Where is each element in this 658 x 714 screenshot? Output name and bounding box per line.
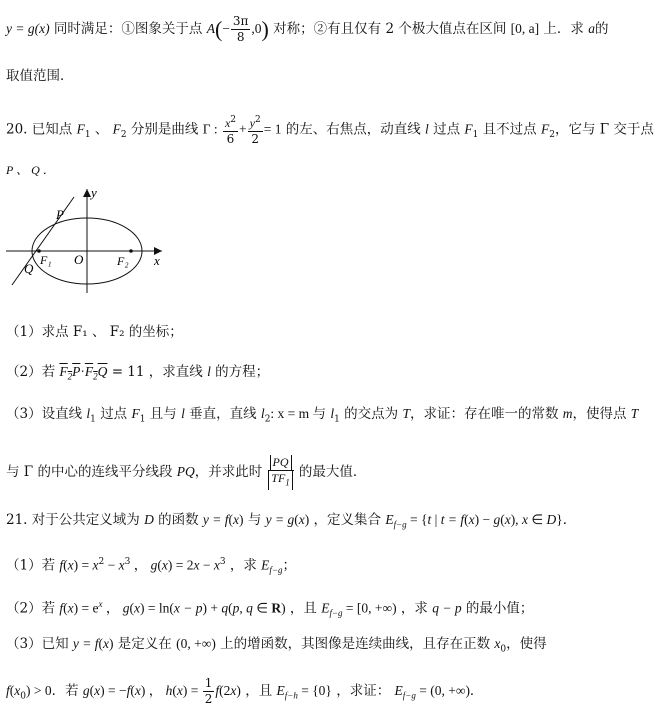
text: ，求 [400, 600, 428, 617]
var-a: a [588, 21, 595, 36]
text: ．若 [51, 683, 79, 699]
question-21-1: （1）若 $f(x) = x^2 - x^3$ ， $g(x) = 2x - x^3$ ，求 $E_{f-g}$； [6, 557, 296, 576]
point-q-label: Q [24, 261, 34, 276]
text: （2）若 [6, 364, 56, 380]
fraction: $\frac{3\pi}{8}$ [232, 14, 249, 44]
text: 上．求 [543, 21, 584, 37]
text: ，使得 [506, 636, 547, 652]
text: 的最大值． [298, 464, 367, 481]
question-20-2: （2）若 $F_2P\cdot F_2Q = 11$ ，求直线 l 的方程； [6, 364, 270, 382]
text: 过点 [433, 121, 461, 138]
text: ． [562, 512, 577, 528]
text: 上的增函数，其图像是连续曲线，且存在正数 [220, 636, 491, 652]
problem-20-statement: 20. 已知点 $F_1$ 、 $F_2$ 分别是曲线 Γ : $\frac{x^2}{6}$ + $\frac{y^2}{2}$ = 1 的左、右焦点，动直线 l 过点 $F_1$ 且不过点 $F_2$，它与 Γ 交于点 [6, 115, 654, 146]
text: 是定义在 [117, 636, 172, 652]
text: ，且 [289, 600, 317, 617]
text: 的函数 [158, 512, 199, 528]
text: ，它与 Γ 交于点 [554, 121, 654, 138]
text: 与 Γ 的中心的连线平分线段 [6, 464, 173, 481]
text: 21. 对于公共定义域为 [6, 512, 140, 528]
text: 与 [247, 512, 262, 528]
question-21-3-line2: $f(x_0) > 0$．若 g(x) = −f(x) ， h(x) = $\frac{1}{2}$ f(2x) ，且 $E_{f-h} = \{0\}$ ，求证： $E_{f-g} = (0$, +∞)． [6, 676, 484, 706]
text: 分别是曲线 [130, 121, 199, 138]
text: 20. 已知点 [6, 121, 73, 138]
focus-f1-label: F₁ [40, 253, 52, 267]
problem-19-tail-line2: 取值范围． [6, 68, 74, 84]
point-a: A [206, 21, 215, 36]
problem-19-tail-line1: y = g(x) 同时满足：①图象关于点 A(− $\frac{3\pi}{8}$ ,0) 对称；②有且仅有 2 个极大值点在区间 [0, a] 上．求 a的 [6, 14, 609, 44]
text: 垂直，直线 [189, 406, 257, 422]
axis-x-label: x [154, 253, 160, 268]
problem-21-statement: 21. 对于公共定义域为 D 的函数 y = f(x) 与 y = g(x) ，定义集合 $E_{f-g} = \{t$ | t = f(x) − g(x), x ∈ D}． [6, 512, 577, 530]
text: ，求证：存在唯一的常数 [409, 406, 559, 422]
ellipse-figure [4, 185, 174, 295]
text: = 11 ，求直线 [111, 364, 203, 380]
math-y-eq-g: y = g(x) [6, 21, 50, 36]
text: ，使得点 [572, 406, 627, 422]
focus-f2-label: F₂ [117, 254, 129, 268]
text: ，求 [229, 557, 257, 574]
text: 的交点为 [344, 406, 399, 422]
text: （3）已知 [6, 636, 69, 652]
text: 且不过点 [482, 121, 537, 138]
text: 的 [594, 21, 609, 37]
question-21-3-line1: （3）已知 y = f(x) 是定义在 (0, +∞) 上的增函数，其图像是连续曲线，且存在正数 $x_0$，使得 [6, 636, 547, 655]
text: 过点 [100, 406, 128, 422]
text: 且与 [149, 406, 177, 422]
text: ，且 [245, 683, 273, 699]
origin-label: O [74, 252, 84, 267]
text: （3）设直线 [6, 406, 83, 422]
text: : x = m 与 [270, 406, 327, 421]
question-20-1: （1）求点 F₁ 、 F₂ 的坐标； [6, 324, 183, 340]
question-20-3-line2: 与 Γ 的中心的连线平分线段 PQ，并求此时 $\frac{PQ}{TF_1}$ 的最大值． [6, 455, 652, 490]
points-p-q: P 、 Q ． [6, 163, 55, 177]
text: ，定义集合 [313, 512, 382, 528]
text: 的左、右焦点，动直线 [285, 121, 421, 138]
text: （1）若 [6, 557, 56, 574]
text: 对称；②有且仅有 2 个极大值点在区间 [273, 21, 507, 37]
interval: [0, a] [510, 21, 540, 36]
point-p-label: P [56, 207, 64, 222]
text: ，求证： [336, 683, 391, 699]
text: ，并求此时 [194, 464, 263, 481]
text: 的最小值； [465, 600, 534, 617]
question-20-3-line1: （3）设直线 $l_1$ 过点 $F_1$ 且与 l 垂直，直线 $l_2$: x = m 与 $l_1$ 的交点为 T，求证：存在唯一的常数 m，使得点 T [6, 406, 639, 425]
text: （2）若 [6, 600, 56, 617]
text: 同时满足：①图象关于点 [53, 21, 203, 37]
text: 的方程； [215, 364, 270, 380]
question-21-2: （2）若 $f(x) = e^x$ ， g(x) = ln(x − p) + q(p, q ∈ R) ，且 $E_{f-g} = [0$, +∞) ，求 q − p 的最小值； [6, 599, 534, 619]
axis-y-label: y [91, 185, 97, 200]
